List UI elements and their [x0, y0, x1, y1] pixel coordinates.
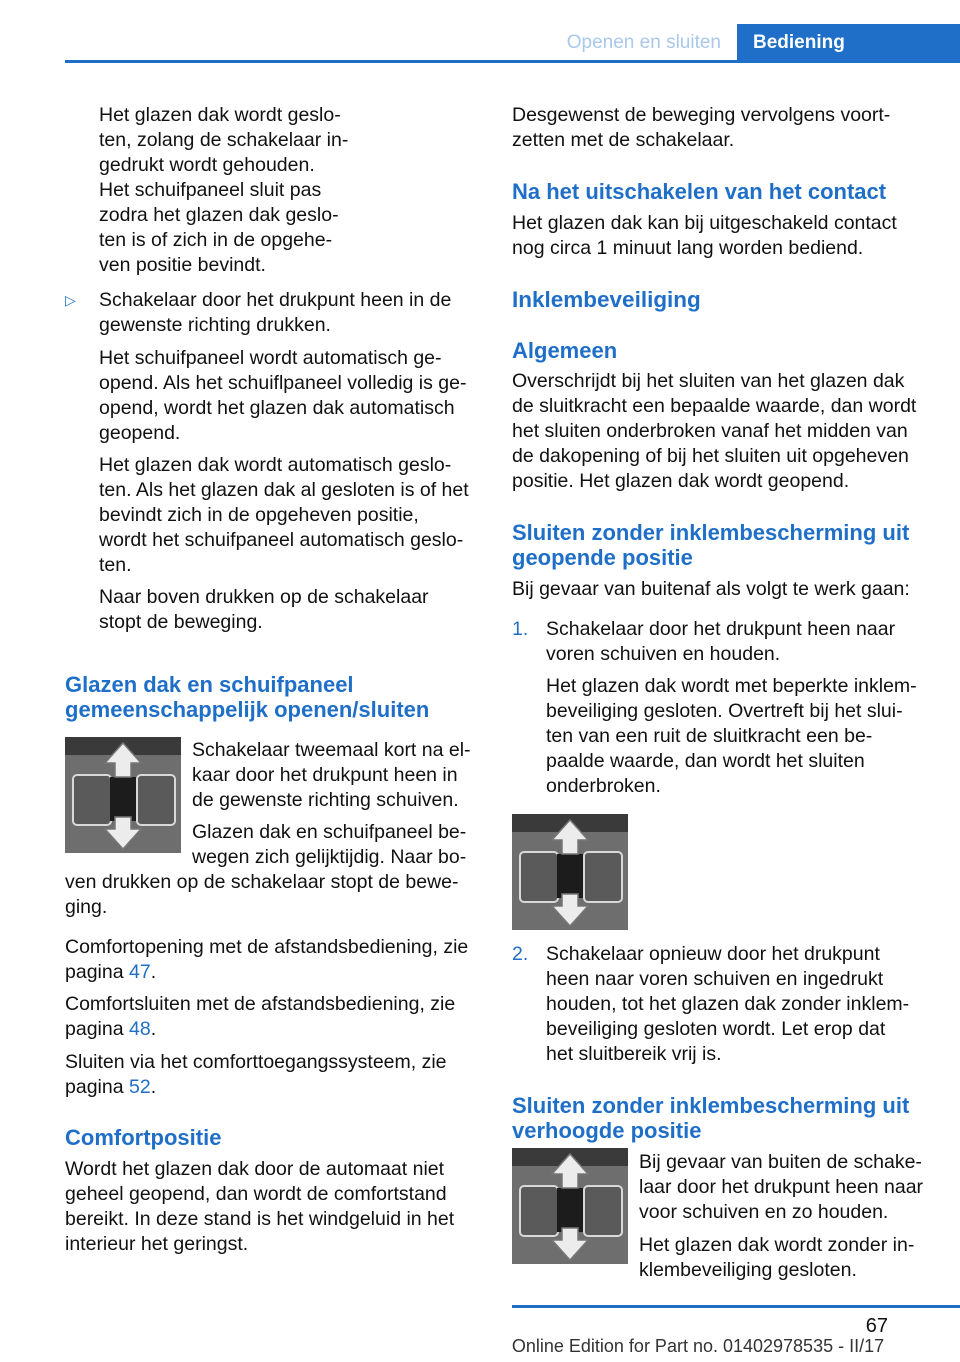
- footer-rule: [512, 1305, 960, 1308]
- bullet-paragraph-open: Het schuifpaneel wordt automatisch ge- opend. Als het schuiflpaneel volledig is ge- opend, wordt het glazen dak automatisch geopend.: [99, 347, 467, 444]
- step-2-text: Schakelaar opnieuw door het drukpunt heen naar voren schuiven en ingedrukt houden, tot het glazen dak zonder inklem- beveiliging gesloten wordt. Let erop dat het sluitbereik vrij is.: [546, 943, 910, 1065]
- heading-after-contact: Na het uitschakelen van het contact: [512, 179, 887, 204]
- switch-figure-3: [512, 1148, 628, 1264]
- header-chapter-tab[interactable]: Bediening: [737, 24, 960, 62]
- heading-closing-from-raised: Sluiten zonder inklembescherming uit verhoogde positie: [512, 1093, 910, 1143]
- step-1-paragraph: Het glazen dak wordt met beperkte inklem- beveiliging gesloten. Overtreft bij het slui- ten van een ruit de sluitkracht een be- paalde waarde, dan wordt het sluiten onderbroken.: [546, 675, 917, 797]
- raised-paragraph-2: Het glazen dak wordt zonder in- klembeveiliging gesloten.: [639, 1234, 915, 1281]
- heading-algemeen: Algemeen: [512, 338, 618, 363]
- page-link-48[interactable]: 48: [128, 1018, 151, 1040]
- switch-figure-2: [512, 814, 628, 930]
- heading-inklembeveiliging: Inklembeveiliging: [512, 287, 701, 312]
- header-section-tab[interactable]: Openen en sluiten: [566, 32, 721, 53]
- bullet-step: Schakelaar door het drukpunt heen in de gewenste richting drukken.: [99, 289, 452, 336]
- comfort-close-paragraph: Comfortsluiten met de afstandsbediening, zie pagina 48.: [65, 993, 456, 1040]
- continue-paragraph: Desgewenst de beweging vervolgens voort- zetten met de schakelaar.: [512, 104, 891, 151]
- edition-footer: Online Edition for Part no. 01402978535 - II/17: [511, 1336, 885, 1356]
- switch-figure-1: [65, 737, 181, 853]
- step-1-text: Schakelaar door het drukpunt heen naar voren schuiven en houden.: [546, 618, 896, 665]
- bullet-paragraph-close: Het glazen dak wordt automatisch geslo- ten. Als het glazen dak al gesloten is of het bevindt zich in de opgeheven positie, wordt het schuifpaneel automatisch geslo- ten.: [99, 454, 469, 576]
- page-number: 67: [865, 1315, 888, 1337]
- both-paragraph-2: Glazen dak en schuifpaneel be- wegen zich gelijktijdig. Naar bo-: [192, 821, 467, 868]
- page-link-47[interactable]: 47: [128, 961, 151, 983]
- raised-paragraph-1: Bij gevaar van buiten de schake- laar door het drukpunt heen naar voor schuiven en zo houden.: [639, 1151, 924, 1223]
- contact-paragraph: Het glazen dak kan bij uitgeschakeld contact nog circa 1 minuut lang worden bediend.: [512, 212, 897, 259]
- heading-both-open-close: Glazen dak en schuifpaneel gemeenschappelijk openen/sluiten: [65, 672, 430, 722]
- step-1-number: 1.: [512, 618, 529, 640]
- both-paragraph-1: Schakelaar tweemaal kort na el- kaar door het drukpunt heen in de gewenste richting schuiven.: [192, 739, 471, 811]
- heading-closing-from-open: Sluiten zonder inklembescherming uit geopende positie: [512, 520, 910, 570]
- comfort-access-paragraph: Sluiten via het comforttoegangssysteem, zie pagina 52.: [65, 1051, 447, 1098]
- comfortpositie-paragraph: Wordt het glazen dak door de automaat niet geheel geopend, dan wordt de comfortstand bereikt. In deze stand is het windgeluid in het interieur het geringst.: [65, 1158, 455, 1255]
- intro-paragraph: Het glazen dak wordt geslo- ten, zolang de schakelaar in- gedrukt wordt gehouden. Het schuifpaneel sluit pas zodra het glazen dak geslo- ten is of zich in de opgehe- ven positie bevindt.: [99, 104, 349, 276]
- step-2-number: 2.: [512, 943, 529, 965]
- gevaar-paragraph: Bij gevaar van buitenaf als volgt te werk gaan:: [512, 578, 910, 600]
- algemeen-paragraph: Overschrijdt bij het sluiten van het glazen dak de sluitkracht een bepaalde waarde, dan wordt het sluiten onderbroken vanaf het midden van de dakopening of bij het sluiten uit opgeheven positie. Het glazen dak wordt geopend.: [512, 370, 917, 492]
- bullet-triangle-icon: ▷: [65, 292, 76, 308]
- both-paragraph-2-continued: ven drukken op de schakelaar stopt de bewe- ging.: [65, 871, 459, 918]
- comfort-open-paragraph: Comfortopening met de afstandsbediening, zie pagina 47.: [65, 936, 469, 983]
- bullet-paragraph-stop: Naar boven drukken op de schakelaar stopt de beweging.: [99, 586, 429, 633]
- page-link-52[interactable]: 52: [128, 1076, 151, 1098]
- heading-comfortpositie: Comfortpositie: [65, 1125, 222, 1150]
